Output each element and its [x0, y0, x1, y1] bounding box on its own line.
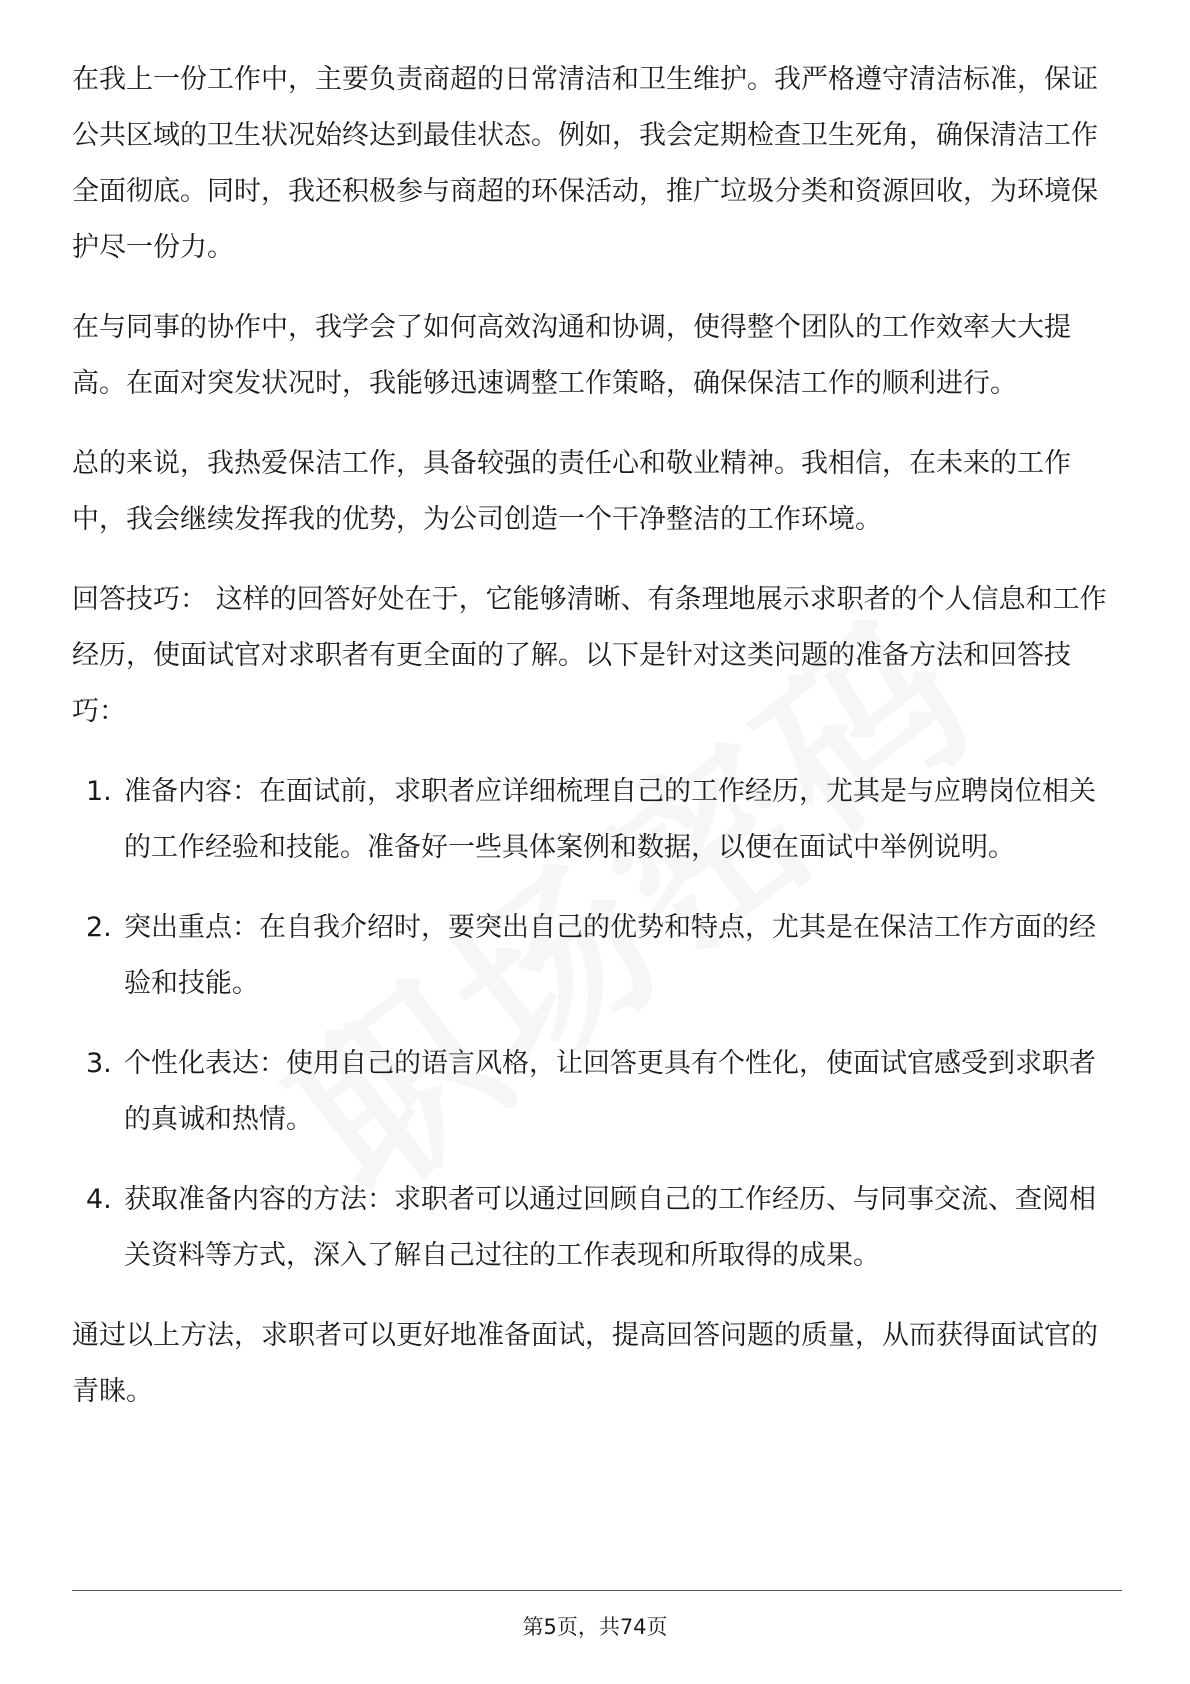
list-item-number: 4.	[86, 1184, 112, 1215]
page-number: 第5页，共74页	[522, 1615, 668, 1639]
paragraph-previous-job: 在我上一份工作中，主要负责商超的日常清洁和卫生维护。我严格遵守清洁标准，保证公共区域的卫生状况始终达到最佳状态。例如，我会定期检查卫生死角，确保清洁工作全面彻底。同时，我还积极参与商超的环保活动，推广垃圾分类和资源回收，为环境保护尽一份力。	[72, 64, 1098, 263]
list-item	[72, 1036, 1122, 1148]
list-item-text: 获取准备内容的方法：求职者可以通过回顾自己的工作经历、与同事交流、查阅相关资料等方式，深入了解自己过往的工作表现和所取得的成果。	[124, 1184, 1096, 1271]
list-item-text: 突出重点：在自我介绍时，要突出自己的优势和特点，尤其是在保洁工作方面的经验和技能。	[124, 912, 1096, 999]
list-item	[72, 764, 1122, 876]
paragraph-summary: 总的来说，我热爱保洁工作，具备较强的责任心和敬业精神。我相信，在未来的工作中，我会继续发挥我的优势，为公司创造一个干净整洁的工作环境。	[72, 448, 1071, 535]
tips-list	[72, 764, 1122, 1284]
paragraph-teamwork: 在与同事的协作中，我学会了如何高效沟通和协调，使得整个团队的工作效率大大提高。在面对突发状况时，我能够迅速调整工作策略，确保保洁工作的顺利进行。	[72, 312, 1071, 399]
list-item	[72, 900, 1122, 1012]
list-item-number: 3.	[86, 1048, 112, 1079]
footer-divider	[72, 1590, 1122, 1591]
list-item-number: 2.	[86, 912, 112, 943]
paragraph-answer-tips: 回答技巧： 这样的回答好处在于，它能够清晰、有条理地展示求职者的个人信息和工作经历，使面试官对求职者有更全面的了解。以下是针对这类问题的准备方法和回答技巧：	[72, 584, 1107, 727]
list-item-text: 个性化表达：使用自己的语言风格，让回答更具有个性化，使面试官感受到求职者的真诚和热情。	[124, 1048, 1096, 1135]
list-item	[72, 1172, 1122, 1284]
document-body	[72, 52, 1122, 1444]
list-item-text: 准备内容：在面试前，求职者应详细梳理自己的工作经历，尤其是与应聘岗位相关的工作经验和技能。准备好一些具体案例和数据，以便在面试中举例说明。	[124, 776, 1096, 863]
paragraph-closing: 通过以上方法，求职者可以更好地准备面试，提高回答问题的质量，从而获得面试官的青睐。	[72, 1320, 1098, 1407]
list-item-number: 1.	[86, 776, 112, 807]
